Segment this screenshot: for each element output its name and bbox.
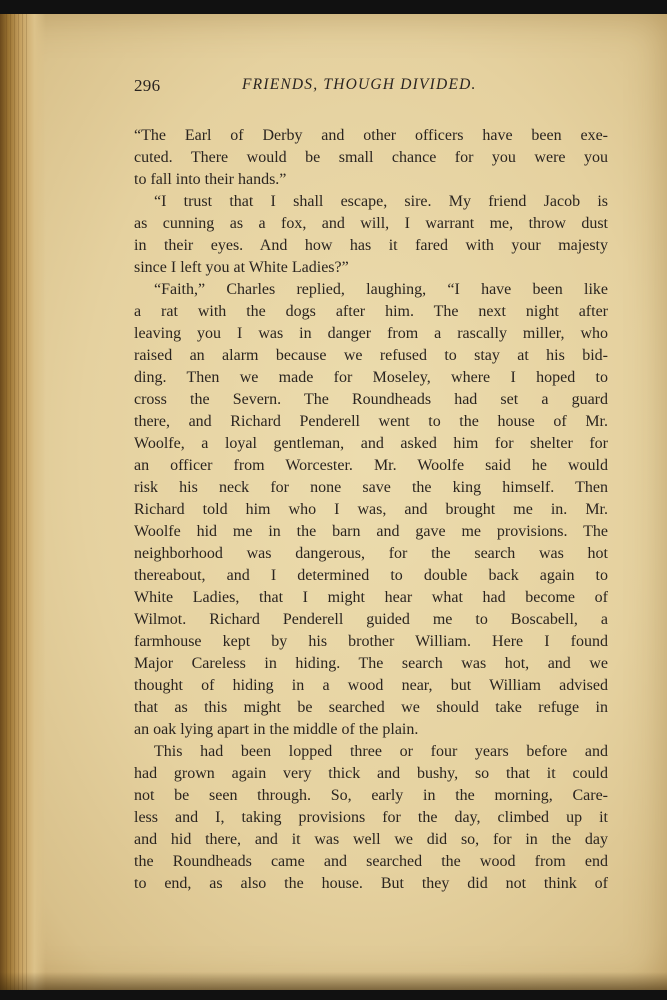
text-line: an oak lying apart in the middle of the plain. [134,721,419,738]
text-line: since I left you at White Ladies?” [134,259,349,276]
page-bottom-shadow [0,972,667,990]
body-text [134,125,608,895]
text-line: to fall into their hands.” [134,171,287,188]
text-line: the Roundheads came and searched the wood from end [134,853,608,870]
text-line: This had been lopped three or four years before and [154,743,608,760]
text-line: there, and Richard Penderell went to the house of Mr. [134,413,608,430]
text-line: Woolfe, a loyal gentleman, and asked him for shelter for [134,435,608,452]
running-head: FRIENDS, THOUGH DIVIDED. [242,76,477,93]
text-line: an officer from Worcester. Mr. Woolfe said he would [134,457,608,474]
text-line: cross the Severn. The Roundheads had set a guard [134,391,608,408]
text-line: and hid there, and it was well we did so, for in the day [134,831,608,848]
text-line: ding. Then we made for Moseley, where I hoped to [134,369,608,386]
text-line: neighborhood was dangerous, for the search was hot [134,545,608,562]
text-line: Richard told him who I was, and brought me in. Mr. [134,501,608,518]
text-line: “The Earl of Derby and other officers have been exe- [134,127,608,144]
text-line: Major Careless in hiding. The search was hot, and we [134,655,608,672]
book-spine-edge [0,14,46,990]
text-line: “I trust that I shall escape, sire. My friend Jacob is [154,193,608,210]
text-line: a rat with the dogs after him. The next night after [134,303,608,320]
text-line: in their eyes. And how has it fared with your majesty [134,237,608,254]
text-line: as cunning as a fox, and will, I warrant me, throw dust [134,215,608,232]
text-line: cuted. There would be small chance for you were you [134,149,608,166]
page-number: 296 [134,76,161,95]
text-line: risk his neck for none save the king himself. Then [134,479,608,496]
text-line: White Ladies, that I might hear what had become of [134,589,608,606]
text-line: that as this might be searched we should take refuge in [134,699,608,716]
text-line: Wilmot. Richard Penderell guided me to Boscabell, a [134,611,608,628]
text-line: farmhouse kept by his brother William. Here I found [134,633,608,650]
page-header [134,76,608,100]
text-line: less and I, taking provisions for the day, climbed up it [134,809,608,826]
page-edges [6,14,30,990]
text-line: raised an alarm because we refused to stay at his bid- [134,347,608,364]
text-line: had grown again very thick and bushy, so that it could [134,765,608,782]
text-line: to end, as also the house. But they did not think of [134,875,608,892]
text-line: Woolfe hid me in the barn and gave me provisions. The [134,523,608,540]
text-line: not be seen through. So, early in the morning, Care- [134,787,608,804]
text-line: thought of hiding in a wood near, but William advised [134,677,608,694]
text-line: leaving you I was in danger from a rascally miller, who [134,325,608,342]
text-line: “Faith,” Charles replied, laughing, “I have been like [154,281,608,298]
text-line: thereabout, and I determined to double back again to [134,567,608,584]
